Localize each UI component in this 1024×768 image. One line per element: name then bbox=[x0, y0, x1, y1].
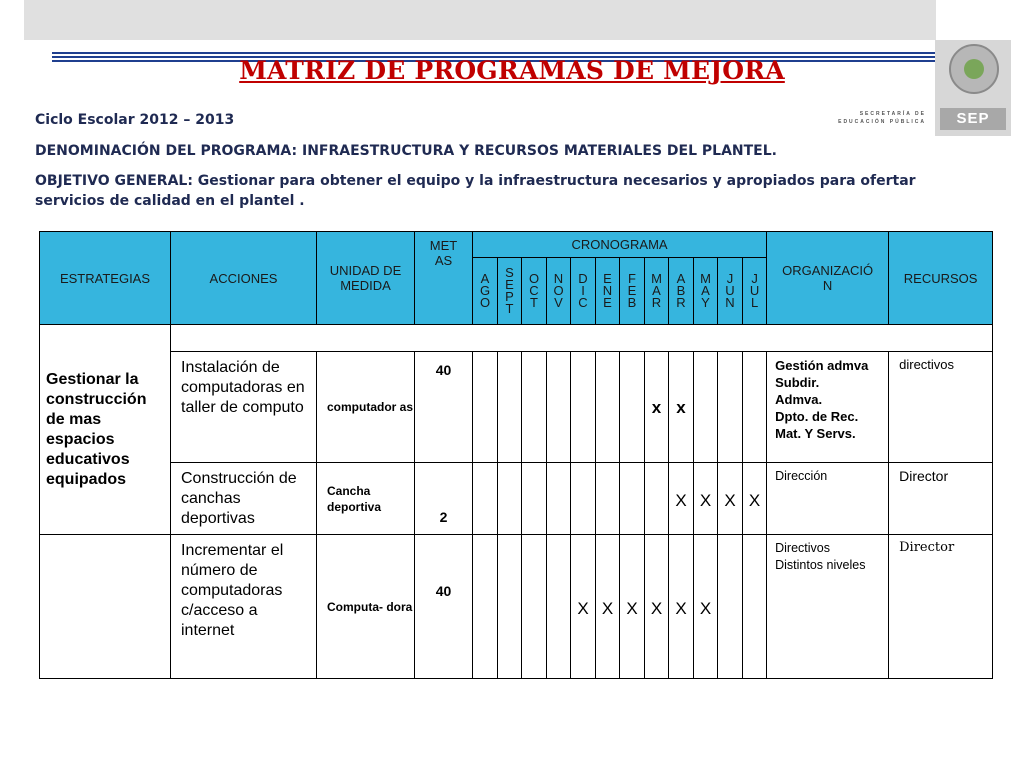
schedule-cell bbox=[522, 535, 547, 679]
schedule-mark: X bbox=[601, 599, 614, 618]
schedule-mark: X bbox=[748, 491, 761, 510]
national-seal-icon bbox=[949, 44, 999, 94]
month-header: A G O bbox=[473, 258, 498, 325]
schedule-mark: X bbox=[699, 491, 712, 510]
schedule-cell bbox=[473, 463, 498, 535]
month-header: D I C bbox=[571, 258, 596, 325]
sep-logo: SEP bbox=[940, 108, 1006, 130]
schedule-cell bbox=[743, 535, 767, 679]
recursos-cell: directivos bbox=[889, 352, 993, 463]
page-title: MATRIZ DE PROGRAMAS DE MEJORA bbox=[239, 56, 785, 85]
schedule-cell bbox=[718, 352, 743, 463]
schedule-cell bbox=[571, 463, 596, 535]
schedule-cell bbox=[718, 463, 743, 535]
schedule-cell bbox=[473, 352, 498, 463]
month-header: M A R bbox=[645, 258, 669, 325]
schedule-mark: X bbox=[577, 599, 589, 618]
unidad-medida-cell: Computa- dora bbox=[317, 535, 415, 679]
month-header: S E P T bbox=[498, 258, 522, 325]
header-organizacion: ORGANIZACIÓ N bbox=[767, 232, 889, 325]
schedule-cell bbox=[743, 463, 767, 535]
schedule-cell bbox=[669, 463, 694, 535]
schedule-cell bbox=[522, 352, 547, 463]
schedule-mark: X bbox=[650, 599, 663, 618]
program-denomination: DENOMINACIÓN DEL PROGRAMA: INFRAESTRUCTURA Y RECURSOS MATERIALES DEL PLANTEL. bbox=[35, 143, 777, 159]
program-matrix-table bbox=[39, 231, 993, 679]
schedule-cell bbox=[522, 463, 547, 535]
schedule-cell bbox=[596, 463, 620, 535]
estrategia-cell: Gestionar la construcción de mas espacios educativos equipados bbox=[40, 325, 171, 535]
schedule-mark: X bbox=[699, 599, 712, 618]
month-header: E N E bbox=[596, 258, 620, 325]
header-metas: MET AS bbox=[415, 232, 473, 325]
schedule-cell bbox=[645, 535, 669, 679]
schedule-cell bbox=[571, 352, 596, 463]
accion-cell: Instalación de computadoras en taller de computo bbox=[171, 352, 317, 463]
header-estrategias: ESTRATEGIAS bbox=[40, 232, 171, 325]
schedule-cell bbox=[547, 535, 571, 679]
schedule-cell bbox=[645, 463, 669, 535]
recursos-cell: Director bbox=[889, 535, 993, 679]
schedule-cell bbox=[620, 463, 645, 535]
schedule-mark: X bbox=[626, 599, 638, 618]
unidad-medida-cell: computador as bbox=[317, 352, 415, 463]
schedule-cell bbox=[743, 352, 767, 463]
schedule-cell bbox=[571, 535, 596, 679]
organizacion-cell: Directivos Distintos niveles bbox=[767, 535, 889, 679]
schedule-mark: X bbox=[675, 599, 687, 618]
header-recursos: RECURSOS bbox=[889, 232, 993, 325]
schedule-cell bbox=[718, 535, 743, 679]
schedule-cell bbox=[669, 535, 694, 679]
organizacion-cell: Gestión admva Subdir. Admva. Dpto. de Rec. Mat. Y Servs. bbox=[767, 352, 889, 463]
month-header: A B R bbox=[669, 258, 694, 325]
organizacion-cell: Dirección bbox=[767, 463, 889, 535]
schedule-mark: x bbox=[676, 398, 686, 417]
header-unidad-medida: UNIDAD DE MEDIDA bbox=[317, 232, 415, 325]
unidad-medida-cell: Cancha deportiva bbox=[317, 463, 415, 535]
schedule-cell bbox=[620, 535, 645, 679]
schedule-cell bbox=[596, 535, 620, 679]
month-header: M A Y bbox=[694, 258, 718, 325]
secretaria-label: SECRETARÍA DE EDUCACIÓN PÚBLICA bbox=[838, 111, 926, 125]
meta-cell: 40 bbox=[415, 535, 473, 679]
accion-cell: Construcción de canchas deportivas bbox=[171, 463, 317, 535]
month-header: F E B bbox=[620, 258, 645, 325]
general-objective-line1: OBJETIVO GENERAL: Gestionar para obtener el equipo y la infraestructura necesarios y apropiados para ofertar bbox=[35, 173, 916, 189]
top-banner bbox=[24, 0, 936, 40]
schedule-cell bbox=[498, 352, 522, 463]
header-acciones: ACCIONES bbox=[171, 232, 317, 325]
schedule-cell bbox=[669, 352, 694, 463]
month-header: J U L bbox=[743, 258, 767, 325]
schedule-cell bbox=[694, 463, 718, 535]
schedule-cell bbox=[645, 352, 669, 463]
month-header: N O V bbox=[547, 258, 571, 325]
header-cronograma: CRONOGRAMA bbox=[473, 232, 767, 258]
schedule-cell bbox=[547, 463, 571, 535]
schedule-cell bbox=[620, 352, 645, 463]
schedule-cell bbox=[498, 463, 522, 535]
schedule-mark: x bbox=[651, 398, 662, 417]
schedule-cell bbox=[473, 535, 498, 679]
meta-cell: 40 bbox=[415, 352, 473, 463]
schedule-mark: X bbox=[724, 491, 736, 510]
schedule-cell bbox=[694, 352, 718, 463]
spacer-row bbox=[171, 325, 993, 352]
recursos-cell: Director bbox=[889, 463, 993, 535]
schedule-cell bbox=[547, 352, 571, 463]
estrategia-empty-cell bbox=[40, 535, 171, 679]
schedule-cell bbox=[596, 352, 620, 463]
accion-cell: Incrementar el número de computadoras c/acceso a internet bbox=[171, 535, 317, 679]
schedule-cell bbox=[498, 535, 522, 679]
meta-cell: 2 bbox=[415, 463, 473, 535]
month-header: O C T bbox=[522, 258, 547, 325]
month-header: J U N bbox=[718, 258, 743, 325]
schedule-cell bbox=[694, 535, 718, 679]
ciclo-escolar: Ciclo Escolar 2012 – 2013 bbox=[35, 112, 235, 128]
schedule-mark: X bbox=[675, 491, 687, 510]
general-objective-line2: servicios de calidad en el plantel . bbox=[35, 193, 305, 209]
